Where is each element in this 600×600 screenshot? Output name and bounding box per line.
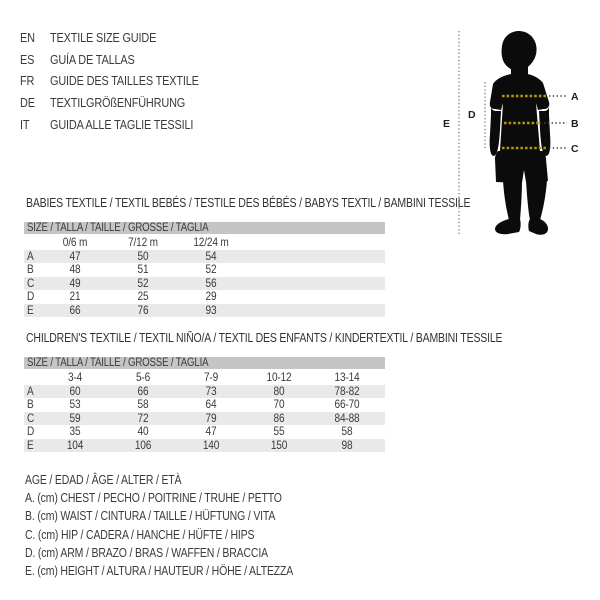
legend-height-line: E. (cm) HEIGHT / ALTURA / HAUTEUR / HÖHE / ALTEZZA — [25, 563, 294, 578]
legend-age-line: AGE / EDAD / ÂGE / ALTER / ETÀ — [25, 473, 182, 487]
row-label: C — [27, 410, 35, 425]
table-cell: 76 — [137, 302, 149, 317]
table-cell: 29 — [205, 289, 217, 304]
legend-hip-line: C. (cm) HIP / CADERA / HANCHE / HÜFTE / HIPS — [25, 527, 255, 542]
table-cell: 53 — [69, 397, 81, 412]
table-cell: 52 — [137, 275, 149, 290]
table-cell: 98 — [341, 437, 353, 452]
table-cell: 66 — [137, 384, 149, 398]
column-header: 10-12 — [266, 370, 292, 384]
marker-e-label: E — [443, 118, 451, 130]
table-cell: 104 — [66, 437, 84, 452]
table-row — [24, 277, 385, 290]
table-row — [24, 385, 385, 398]
list-item — [20, 49, 227, 71]
table-row — [24, 250, 385, 263]
language-label: TEXTILGRÖßENFÜHRUNG — [50, 95, 186, 111]
table-cell: 58 — [137, 397, 149, 412]
column-header: 13-14 — [334, 370, 360, 384]
table-row — [24, 263, 385, 276]
table-cell: 51 — [137, 262, 149, 277]
row-label: B — [27, 397, 34, 412]
table-cell: 47 — [69, 249, 81, 263]
silhouette-left-arm — [490, 106, 501, 156]
table-cell: 59 — [69, 410, 81, 425]
table-column-headers — [24, 369, 385, 385]
table-cell: 40 — [137, 424, 149, 439]
row-label: A — [27, 384, 34, 398]
table-header-bar: SIZE / TALLA / TAILLE / GRÖSSE / TAGLIA — [24, 357, 385, 369]
column-header: 7/12 m — [128, 235, 158, 249]
language-label: GUIDE DES TAILLES TEXTILE — [50, 73, 199, 89]
marker-b-label: B — [571, 118, 579, 130]
table-cell: 73 — [205, 384, 217, 398]
table-cell: 21 — [69, 289, 81, 304]
table-row — [24, 290, 385, 303]
row-label: D — [27, 424, 35, 439]
language-label: TEXTILE SIZE GUIDE — [50, 30, 157, 45]
legend-waist-line: B. (cm) WAIST / CINTURA / TAILLE / HÜFTUNG / VITA — [25, 509, 276, 524]
table-row — [24, 412, 385, 425]
silhouette-left-foot — [495, 219, 521, 234]
children-section-title: CHILDREN'S TEXTILE / TEXTIL NIÑO/A / TEXTIL DES ENFANTS / KINDERTEXTIL / BAMBINI TESSILE — [26, 331, 503, 345]
language-code: DE — [20, 95, 35, 111]
silhouette-right-foot — [528, 219, 548, 235]
table-cell: 47 — [205, 424, 217, 439]
language-code: ES — [20, 51, 35, 67]
table-cell: 79 — [205, 410, 217, 425]
list-item — [20, 27, 227, 49]
table-cell: 60 — [69, 384, 81, 398]
column-header: 7-9 — [203, 370, 219, 384]
table-cell: 78-82 — [334, 384, 360, 398]
table-row — [24, 304, 385, 317]
table-cell: 58 — [341, 424, 353, 439]
marker-a-label: A — [571, 91, 579, 103]
table-row — [24, 439, 385, 452]
language-code: EN — [20, 30, 35, 45]
column-header: 5-6 — [135, 370, 151, 384]
list-item — [20, 70, 227, 92]
table-cell: 64 — [205, 397, 217, 412]
list-item — [20, 114, 227, 136]
table-row — [24, 425, 385, 438]
table-cell: 55 — [273, 424, 285, 439]
table-cell: 50 — [137, 249, 149, 263]
table-column-headers — [24, 234, 385, 250]
table-cell: 35 — [69, 424, 81, 439]
column-header: 12/24 m — [193, 235, 229, 249]
row-label: A — [27, 249, 34, 263]
table-cell: 66 — [69, 302, 81, 317]
row-label: E — [27, 302, 34, 317]
table-cell: 84-88 — [334, 410, 360, 425]
children-size-table — [24, 357, 385, 452]
silhouette-shorts — [495, 151, 548, 183]
table-cell: 25 — [137, 289, 149, 304]
babies-size-table — [24, 222, 385, 317]
row-label: D — [27, 289, 35, 304]
column-header: 0/6 m — [62, 235, 88, 249]
table-row — [24, 398, 385, 411]
language-code: IT — [20, 116, 30, 132]
table-cell: 72 — [137, 410, 149, 425]
language-list — [20, 27, 227, 135]
measurement-legend — [25, 471, 344, 580]
marker-c-label: C — [571, 143, 579, 155]
list-item — [20, 92, 227, 114]
table-cell: 80 — [273, 384, 285, 398]
table-cell: 49 — [69, 275, 81, 290]
table-cell: 56 — [205, 275, 217, 290]
table-cell: 86 — [273, 410, 285, 425]
row-label: C — [27, 275, 35, 290]
row-label: B — [27, 262, 34, 277]
table-cell: 106 — [134, 437, 152, 452]
column-header: 3-4 — [67, 370, 83, 384]
table-cell: 54 — [205, 249, 217, 263]
table-cell: 70 — [273, 397, 285, 412]
table-cell: 140 — [202, 437, 220, 452]
legend-arm-line: D. (cm) ARM / BRAZO / BRAS / WAFFEN / BRACCIA — [25, 545, 268, 560]
row-label: E — [27, 437, 34, 452]
language-code: FR — [20, 73, 35, 89]
table-cell: 52 — [205, 262, 217, 277]
table-cell: 66-70 — [334, 397, 360, 412]
table-cell: 150 — [270, 437, 288, 452]
table-cell: 48 — [69, 262, 81, 277]
legend-chest-line: A. (cm) CHEST / PECHO / POITRINE / TRUHE / PETTO — [25, 491, 282, 506]
language-label: GUIDA ALLE TAGLIE TESSILI — [50, 116, 194, 132]
table-header-bar: SIZE / TALLA / TAILLE / GRÖSSE / TAGLIA — [24, 222, 385, 234]
language-label: GUÍA DE TALLAS — [50, 51, 135, 67]
table-cell: 93 — [205, 302, 217, 317]
marker-d-label: D — [468, 109, 476, 121]
babies-section-title: BABIES TEXTILE / TEXTIL BEBÉS / TESTILE DES BÉBÉS / BABYS TEXTIL / BAMBINI TESSILE — [26, 196, 471, 210]
